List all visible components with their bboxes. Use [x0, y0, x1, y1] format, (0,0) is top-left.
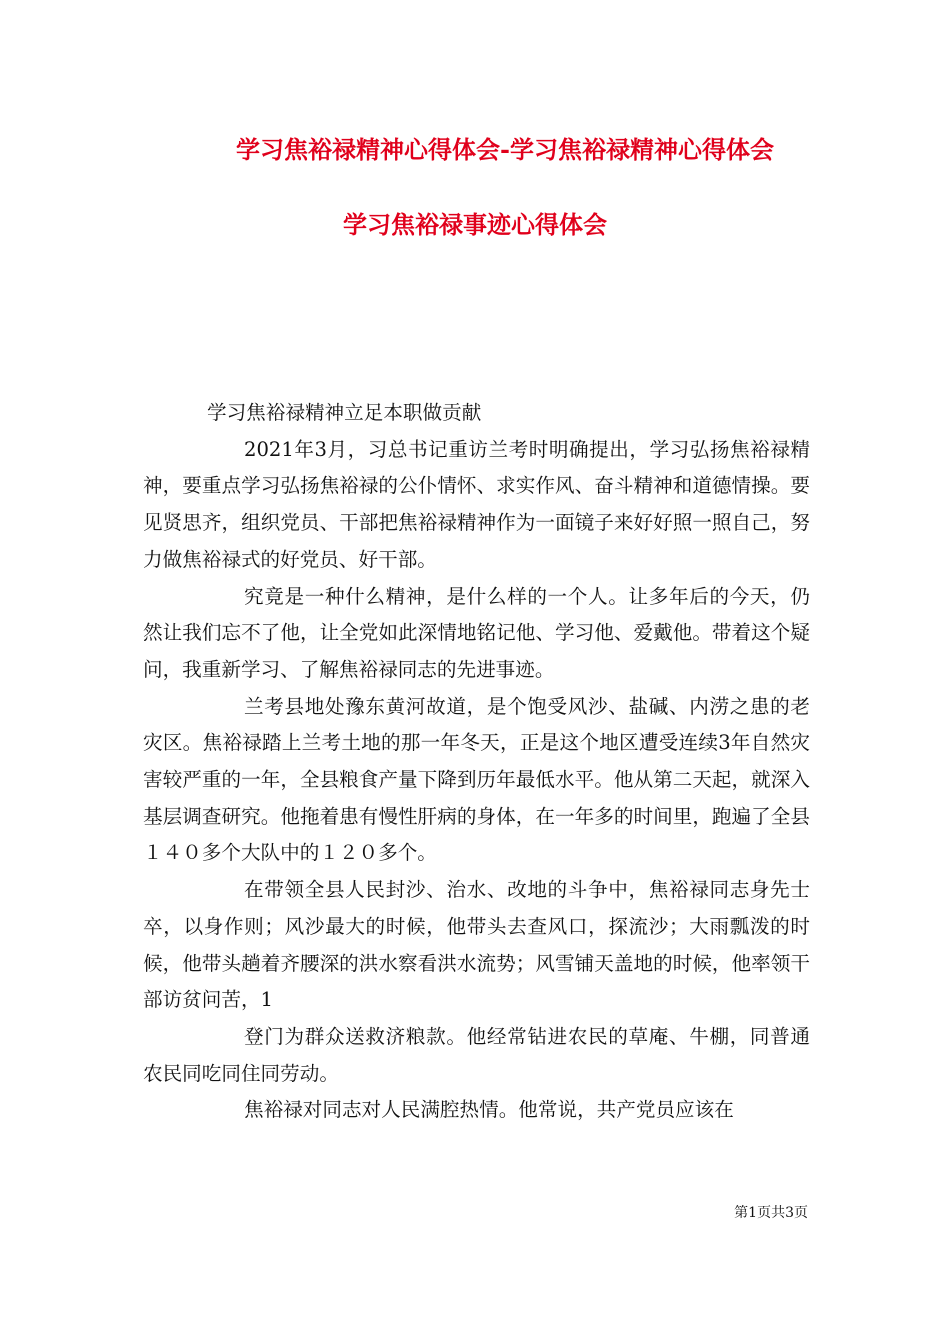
paragraph: 兰考县地处豫东黄河故道，是个饱受风沙、盐碱、内涝之患的老灾区。焦裕禄踏上兰考土地的那一年冬天，正是这个地区遭受连续3年自然灾害较严重的一年，全县粮食产量下降到历年最低水平。他从第二天起，就深入基层调查研究。他拖着患有慢性肝病的身体，在一年多的时间里，跑遍了全县１４０多个大队中的１２０多个。: [143, 694, 810, 865]
page-footer: 第1页共3页: [734, 1205, 808, 1221]
document-body: [143, 395, 810, 1129]
paragraph: 在带领全县人民封沙、治水、改地的斗争中，焦裕禄同志身先士卒，以身作则；风沙最大的时候，他带头去查风口，探流沙；大雨瓢泼的时候，他带头趟着齐腰深的洪水察看洪水流势；风雪铺天盖地的时候，他率领干部访贫问苦，1: [143, 878, 810, 1012]
document-title-line-2: 学习焦裕禄事迹心得体会: [343, 210, 607, 239]
paragraph: 2021年3月，习总书记重访兰考时明确提出，学习弘扬焦裕禄精神，要重点学习弘扬焦裕禄的公仆情怀、求实作风、奋斗精神和道德情操。要见贤思齐，组织党员、干部把焦裕禄精神作为一面镜子来好好照一照自己，努力做焦裕禄式的好党员、好干部。: [143, 437, 810, 571]
section-heading: 学习焦裕禄精神立足本职做贡献: [207, 401, 482, 424]
paragraph: 登门为群众送救济粮款。他经常钻进农民的草庵、牛棚，同普通农民同吃同住同劳动。: [143, 1024, 810, 1085]
paragraph: 究竟是一种什么精神，是什么样的一个人。让多年后的今天，仍然让我们忘不了他，让全党如此深情地铭记他、学习他、爱戴他。带着这个疑问，我重新学习、了解焦裕禄同志的先进事迹。: [143, 584, 810, 681]
document-title-line-1: 学习焦裕禄精神心得体会-学习焦裕禄精神心得体会: [236, 135, 774, 164]
paragraph: 焦裕禄对同志对人民满腔热情。他常说，共产党员应该在: [244, 1098, 734, 1122]
